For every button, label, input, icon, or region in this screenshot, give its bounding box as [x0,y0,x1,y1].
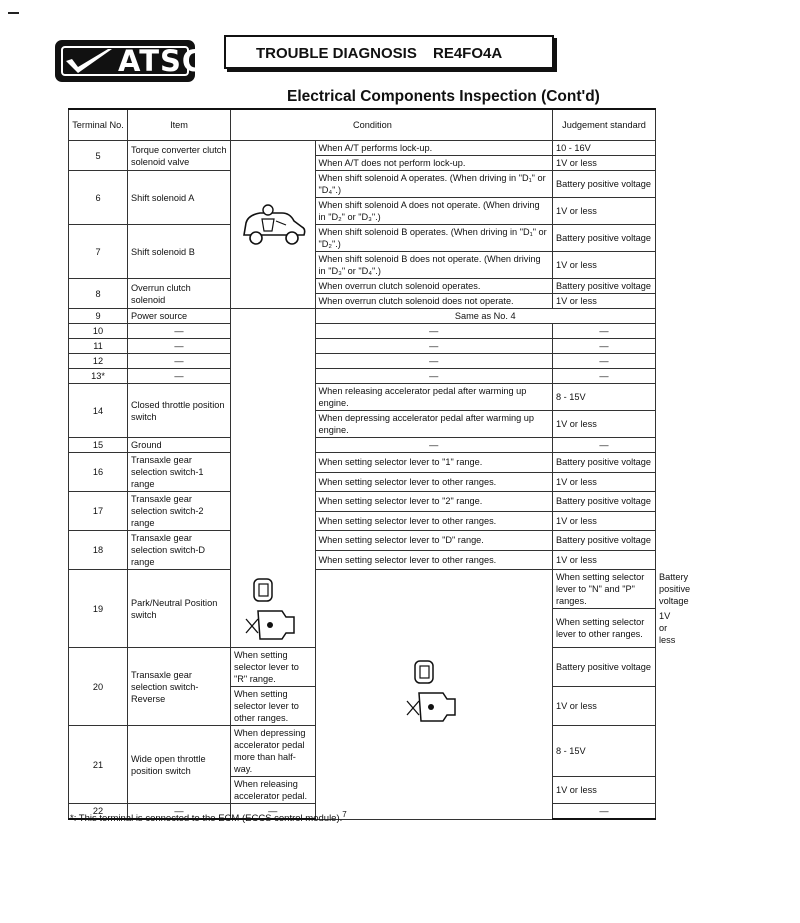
condition-text: When shift solenoid B does not operate. (When driving in "D₃" or "D₄".) [315,252,553,279]
item-name: Overrun clutch solenoid [128,279,231,309]
judgement-value: 1V or less [553,198,656,225]
judgement-value: — [553,369,656,384]
item-name: — [128,339,231,354]
table-row [69,531,656,551]
judgement-value: 1V or less [553,156,656,171]
table-row [69,369,656,384]
header-item: Item [128,109,231,141]
condition-text: When shift solenoid B operates. (When driving in "D₁" or "D₂".) [315,225,553,252]
judgement-value: Battery positive voltage [553,453,656,473]
inspection-table [68,108,691,820]
condition-text: — [315,354,553,369]
condition-text: When setting selector lever to "D" range. [315,531,553,551]
judgement-value: — [553,438,656,453]
icon-cell-car [231,141,316,309]
footnote [70,810,347,824]
condition-text: — [315,339,553,354]
item-name: Power source [128,309,231,324]
judgement-value: — [553,339,656,354]
condition-text: When depressing accelerator pedal more than half-way. [231,726,316,777]
condition-text: Same as No. 4 [315,309,656,324]
terminal-number: 8 [69,279,128,309]
judgement-value: 10 - 16V [553,141,656,156]
footnote-text: *: This terminal is connected to the ECM (ECCS control module). [70,813,343,825]
judgement-value: 8 - 15V [553,726,656,777]
condition-text: When A/T performs lock-up. [315,141,553,156]
condition-text: — [231,804,316,820]
section-subtitle: Electrical Components Inspection (Cont'd) [287,88,600,105]
transmission-model: RE4FO4A [433,45,503,62]
condition-text: When releasing accelerator pedal after warming up engine. [315,384,553,411]
table-row [69,279,656,294]
item-name: Ground [128,438,231,453]
item-name: Transaxle gear selection switch-2 range [128,492,231,531]
judgement-value: — [553,804,656,820]
condition-text: When overrun clutch solenoid operates. [315,279,553,294]
header-judgement: Judgement standard [553,109,656,141]
condition-text: When setting selector lever to other ranges. [553,609,656,648]
item-name: Closed throttle position switch [128,384,231,438]
judgement-value: 1V or less [553,472,656,492]
judgement-value: 1V or less [553,511,656,531]
table-row [69,384,656,411]
table-row [69,453,656,473]
judgement-value: Battery positive voltage [553,531,656,551]
judgement-value: — [553,324,656,339]
table-row [69,339,656,354]
terminal-number: 20 [69,648,128,726]
condition-text: When releasing accelerator pedal. [231,777,316,804]
condition-text: When setting selector lever to other ranges. [315,472,553,492]
judgement-value: 1V or less [553,411,656,438]
header-condition: Condition [315,109,553,141]
item-name: — [128,324,231,339]
ecm-connector-icon [238,577,308,647]
title-box [224,35,554,69]
item-name: — [128,804,231,820]
condition-text: When shift solenoid A operates. (When driving in "D₁" or "D₄".) [315,171,553,198]
terminal-number: 6 [69,171,128,225]
judgement-value: 1V or less [553,294,656,309]
condition-text: When setting selector lever to "2" range. [315,492,553,512]
terminal-number: 9 [69,309,128,324]
atsg-logo [55,40,207,82]
icon-cell-ecm-b [315,570,553,820]
table-row [69,438,656,453]
judgement-value: 1V or less [553,777,656,804]
table-row [69,225,656,252]
terminal-number: 10 [69,324,128,339]
judgement-value: 1V or less [553,550,656,570]
condition-text: When setting selector lever to other ranges. [231,687,316,726]
terminal-number: 17 [69,492,128,531]
table-body [69,141,691,820]
checkmark-logo-icon [64,47,114,75]
condition-text: When setting selector lever to "1" range. [315,453,553,473]
condition-text: When overrun clutch solenoid does not operate. [315,294,553,309]
judgement-value: 1V or less [553,252,656,279]
terminal-number: 14 [69,384,128,438]
logo-text: ATSG [118,44,207,78]
item-name: Shift solenoid B [128,225,231,279]
condition-text: When setting selector lever to "N" and "P" ranges. [553,570,656,609]
icon-cell-ecm-a [231,309,316,648]
terminal-number: 22 [69,804,128,820]
judgement-value: 1V or less [553,687,656,726]
judgement-value: — [553,354,656,369]
judgement-value: 8 - 15V [553,384,656,411]
condition-text: — [315,438,553,453]
condition-text: When shift solenoid A does not operate. (When driving in "D₂" or "D₃".) [315,198,553,225]
table-row [69,171,656,198]
condition-text: — [315,369,553,384]
item-name: Shift solenoid A [128,171,231,225]
header-condition-spacer [231,109,316,141]
ecm-connector-icon [399,659,469,729]
item-name: Wide open throttle position switch [128,726,231,804]
header-terminal: Terminal No. [69,109,128,141]
item-name: Transaxle gear selection switch-Reverse [128,648,231,726]
terminal-number: 5 [69,141,128,171]
condition-text: When setting selector lever to "R" range. [231,648,316,687]
terminal-number: 18 [69,531,128,570]
terminal-number: 19 [69,570,128,648]
item-name: Torque converter clutch solenoid valve [128,141,231,171]
table-row [69,354,656,369]
terminal-number: 15 [69,438,128,453]
condition-text: — [315,324,553,339]
judgement-value: Battery positive voltage [553,225,656,252]
terminal-number: 11 [69,339,128,354]
item-name: Park/Neutral Position switch [128,570,231,648]
table-row: 19 Park/Neutral Position switch When setting selector lever to "N" and "P" ranges. Battery positive voltage [69,570,656,609]
item-name: Transaxle gear selection switch-1 range [128,453,231,492]
item-name: — [128,354,231,369]
table-row [69,492,656,512]
judgement-value: Battery positive voltage [553,492,656,512]
judgement-value: Battery positive voltage [553,648,656,687]
driving-car-icon [238,201,308,249]
corner-dash [8,12,19,14]
terminal-number: 12 [69,354,128,369]
condition-text: When depressing accelerator pedal after warming up engine. [315,411,553,438]
judgement-value: Battery positive voltage [553,171,656,198]
footnote-mark: 7 [342,810,347,819]
condition-text: When setting selector lever to other ranges. [315,550,553,570]
terminal-number: 7 [69,225,128,279]
judgement-value: Battery positive voltage [553,279,656,294]
table-row [69,141,656,156]
terminal-number: 13* [69,369,128,384]
table-row [69,309,656,324]
table-row: When setting selector lever to other ranges. 1V or less [69,609,656,648]
terminal-number: 21 [69,726,128,804]
condition-text: When setting selector lever to other ranges. [315,511,553,531]
condition-text: When A/T does not perform lock-up. [315,156,553,171]
terminal-number: 16 [69,453,128,492]
item-name: Transaxle gear selection switch-D range [128,531,231,570]
table-row [69,324,656,339]
page-title: TROUBLE DIAGNOSIS [256,45,417,62]
item-name: — [128,369,231,384]
